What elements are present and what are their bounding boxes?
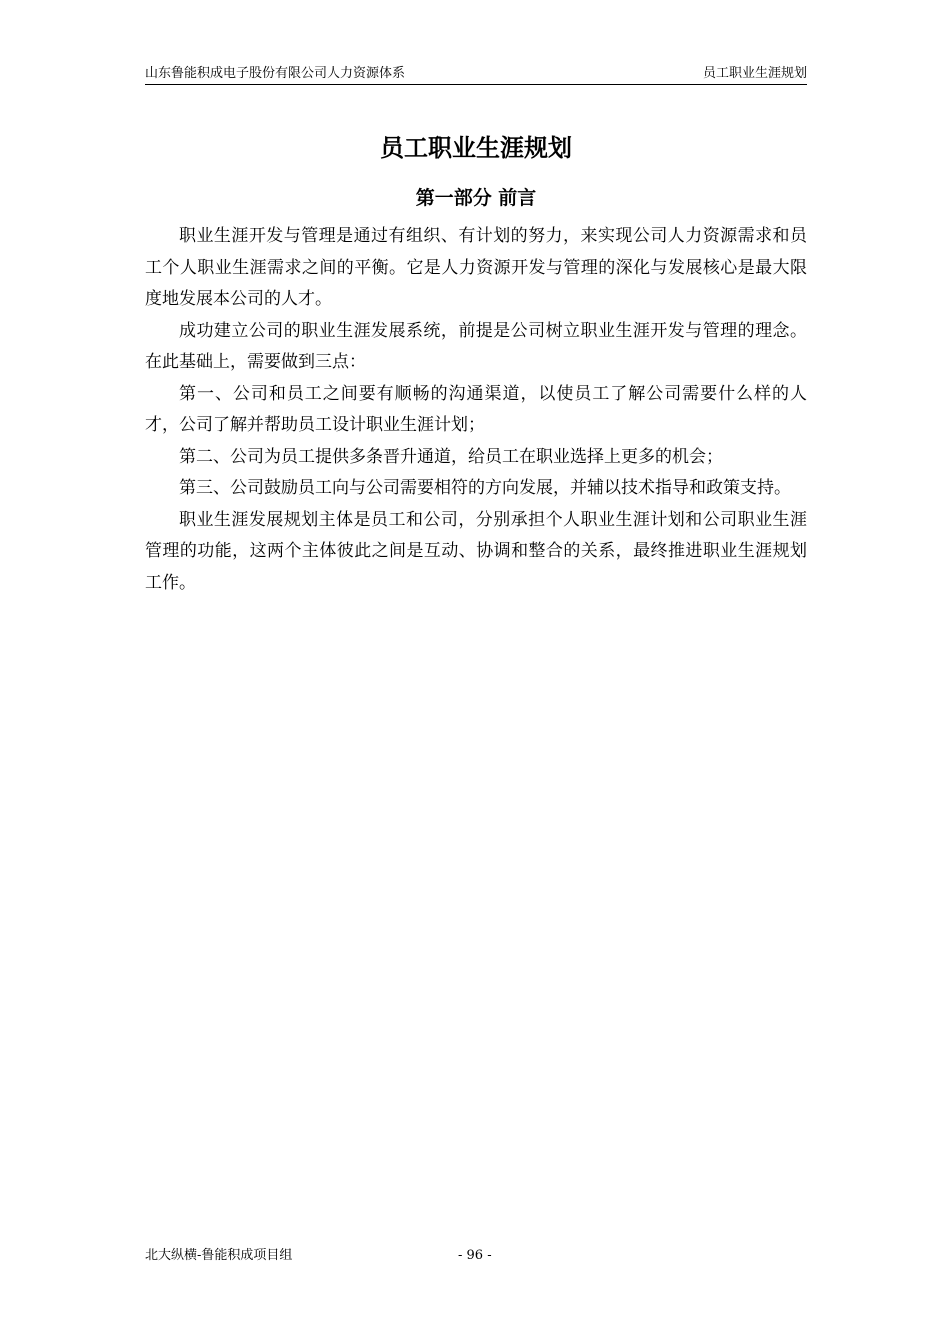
paragraph: 第一、公司和员工之间要有顺畅的沟通渠道，以使员工了解公司需要什么样的人才，公司了解并帮助员工设计职业生涯计划； (145, 383, 807, 435)
paragraph: 第二、公司为员工提供多条晋升通道，给员工在职业选择上更多的机会； (179, 446, 723, 467)
paragraph: 职业生涯发展规划主体是员工和公司，分别承担个人职业生涯计划和公司职业生涯管理的功能，这两个主体彼此之间是互动、协调和整合的关系，最终推进职业生涯规划工作。 (145, 509, 807, 593)
document-body (145, 221, 807, 599)
document-title: 员工职业生涯规划 (380, 133, 572, 162)
paragraph: 成功建立公司的职业生涯发展系统，前提是公司树立职业生涯开发与管理的理念。在此基础上，需要做到三点： (145, 320, 807, 372)
paragraph: 第三、公司鼓励员工向与公司需要相符的方向发展，并辅以技术指导和政策支持。 (179, 478, 791, 498)
paragraph: 职业生涯开发与管理是通过有组织、有计划的努力，来实现公司人力资源需求和员工个人职业生涯需求之间的平衡。它是人力资源开发与管理的深化与发展核心是最大限度地发展本公司的人才。 (145, 226, 807, 309)
header-company-name: 山东鲁能积成电子股份有限公司人力资源体系 (145, 66, 406, 81)
footer-project-group: 北大纵横-鲁能积成项目组 (145, 1248, 293, 1263)
section-title: 第一部分 前言 (415, 187, 537, 209)
page-number: - 96 - (458, 1248, 492, 1263)
page-header (145, 66, 807, 85)
header-document-name: 员工职业生涯规划 (702, 66, 807, 81)
